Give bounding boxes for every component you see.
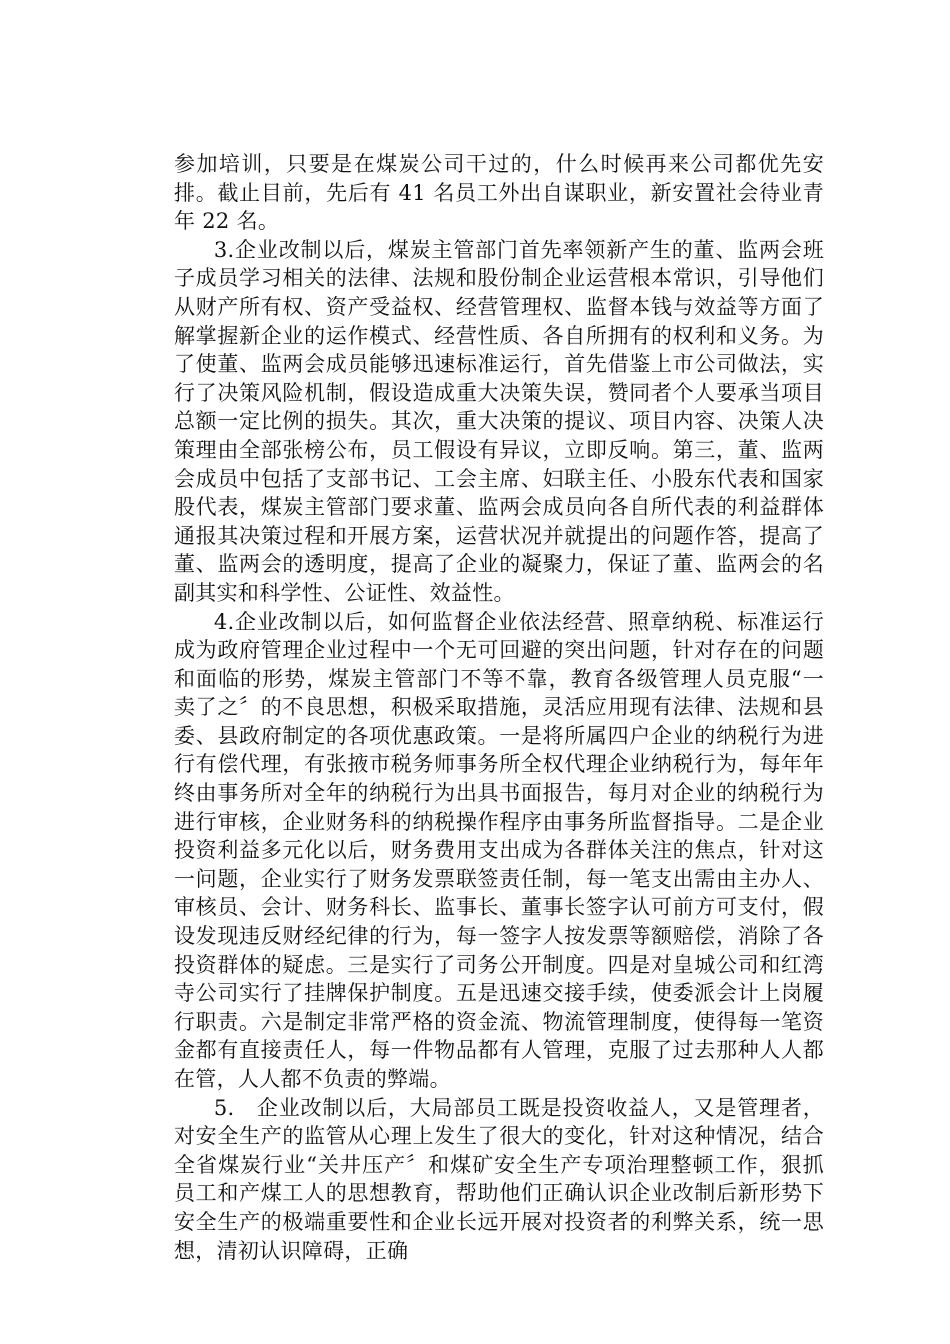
paragraph-3: 4.企业改制以后，如何监督企业依法经营、照章纳税、标准运行成为政府管理企业过程中一个无可回避的突出问题，针对存在的问题和面临的形势，煤炭主管部门不等不靠，教育各级管理人员克服“一卖了之〞的不良思想，积极采取措施，灵活应用现有法律、法规和县委、县政府制定的各项优惠政策。一是将所属四户企业的纳税行为进行有偿代理，有张掖市税务师事务所全权代理企业纳税行为，每年年终由事务所对全年的纳税行为出具书面报告，每月对企业的纳税行为进行审核，企业财务科的纳税操作程序由事务所监督指导。二是企业投资利益多元化以后，财务费用支出成为各群体关注的焦点，针对这一问题，企业实行了财务发票联签责任制，每一笔支出需由主办人、审核员、会计、财务科长、监事长、董事长签字认可前方可支付，假设发现违反财经纪律的行为，每一签字人按发票等额赔偿，消除了各投资群体的疑虑。三是实行了司务公开制度。四是对皇城公司和红湾寺公司实行了挂牌保护制度。五是迅速交接手续，使委派会计上岗履行职责。六是制定非常严格的资金流、物流管理制度，使得每一笔资金都有直接责任人，每一件物品都有人管理，克服了过去那种人人都在管，人人都不负责的弊端。	[174, 609, 824, 1091]
paragraph-4: 5. 企业改制以后，大局部员工既是投资收益人，又是管理者，对安全生产的监管从心理上发生了很大的变化，针对这种情况，结合全省煤炭行业“关井压产〞和煤矿安全生产专项治理整顿工作，狠抓员工和产煤工人的思想教育，帮助他们正确认识企业改制后新形势下安全生产的极端重要性和企业长远开展对投资者的利弊关系，统一思想，清初认识障碍，正确	[174, 1095, 824, 1263]
paragraph-2: 3.企业改制以后，煤炭主管部门首先率领新产生的董、监两会班子成员学习相关的法律、法规和股份制企业运营根本常识，引导他们从财产所有权、资产受益权、经营管理权、监督本钱与效益等方面了解掌握新企业的运作模式、经营性质、各自所拥有的权利和义务。为了使董、监两会成员能够迅速标准运行，首先借鉴上市公司做法，实行了决策风险机制，假设造成重大决策失误，赞同者个人要承当项目总额一定比例的损失。其次，重大决策的提议、项目内容、决策人决策理由全部张榜公布，员工假设有异议，立即反响。第三，董、监两会成员中包括了支部书记、工会主席、妇联主任、小股东代表和国家股代表，煤炭主管部门要求董、监两会成员向各自所代表的利益群体通报其决策过程和开展方案，运营状况并就提出的问题作答，提高了董、监两会的透明度，提高了企业的凝聚力，保证了董、监两会的名副其实和科学性、公证性、效益性。	[174, 237, 824, 605]
document-page	[174, 150, 824, 1265]
paragraph-1: 参加培训，只要是在煤炭公司干过的，什么时候再来公司都优先安排。截止目前，先后有 41 名员工外出自谋职业，新安置社会待业青年 22 名。	[174, 152, 824, 234]
